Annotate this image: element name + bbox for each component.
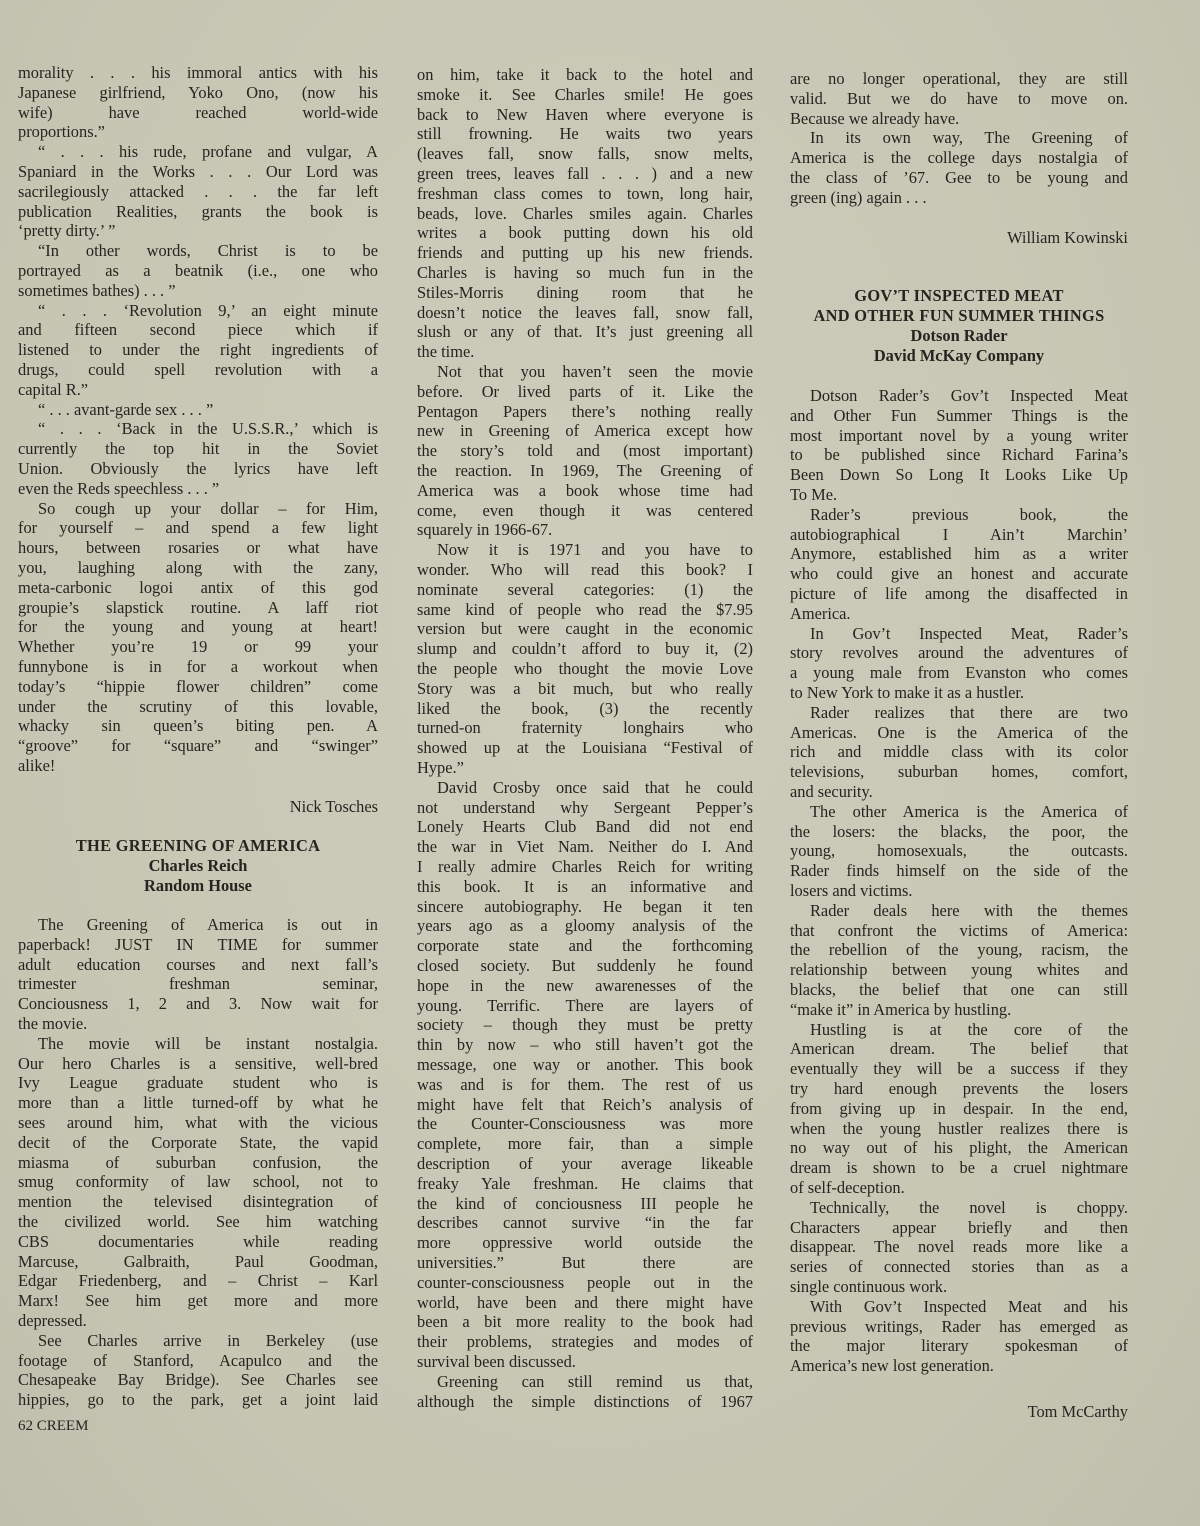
- author-signature: William Kowinski: [1007, 228, 1128, 247]
- text-line: young, homosexuals, the outcasts.: [790, 841, 1128, 861]
- paragraph: [18, 142, 378, 241]
- text-line: I really admire Charles Reich for writing: [417, 856, 753, 876]
- text-line: eventually they will be a success if they: [790, 1059, 1128, 1079]
- text-line: sometimes bathes) . . . ”: [18, 280, 176, 300]
- text-line: series of connected stories than as a: [790, 1257, 1128, 1277]
- text-line: Now it is 1971 and you have to: [437, 540, 753, 560]
- text-line: Not that you haven’t seen the movie: [437, 362, 753, 381]
- text-line: depressed.: [18, 1310, 87, 1330]
- text-line: today’s “hippie flower children” come: [18, 676, 378, 696]
- text-line: more than a little turned-off by what he: [18, 1093, 378, 1113]
- text-line: years ago as a gloomy analysis of the: [417, 916, 753, 936]
- text-line: previous writings, Rader has emerged as: [790, 1316, 1128, 1336]
- paragraph: [18, 301, 378, 400]
- text-line: doesn’t notice the leaves fall, snow fall,: [417, 302, 753, 322]
- text-line: and Other Fun Summer Things is the: [790, 405, 1128, 425]
- text-line: Charles is having so much fun in the: [417, 262, 753, 282]
- author-signature: Nick Tosches: [289, 797, 378, 816]
- text-line: new in Greening of America except how: [417, 421, 753, 441]
- text-line: same kind of people who read the $7.95: [417, 599, 753, 619]
- text-line: trimester freshman seminar,: [18, 974, 378, 994]
- text-line: sees around him, what with the vicious: [18, 1112, 378, 1132]
- text-line: whacky sin queen’s biting pen. A: [18, 716, 378, 736]
- text-line: The other America is the America of: [810, 801, 1128, 821]
- text-line: dream is shown to be a cruel nightmare: [790, 1158, 1128, 1178]
- text-line: and fifteen second piece which if: [18, 320, 378, 340]
- author-signature: Tom McCarthy: [1027, 1402, 1128, 1421]
- text-line: try hard enough prevents the losers: [790, 1078, 1128, 1098]
- book-author: Dotson Rader: [910, 326, 1008, 345]
- text-line: Hype.”: [417, 757, 464, 777]
- book-publisher: David McKay Company: [873, 346, 1045, 365]
- paragraph: [18, 915, 378, 1034]
- text-line: liked the book, (3) the recently: [417, 698, 753, 718]
- paragraph: [18, 63, 378, 142]
- text-line: the kind of conciousness III people he: [417, 1193, 753, 1213]
- text-line: portrayed as a beatnik (i.e., one who: [18, 260, 378, 280]
- paragraph: [417, 778, 753, 1372]
- text-line: are no longer operational, they are still: [790, 69, 1128, 88]
- text-line: counter-consciousness people out in the: [417, 1272, 753, 1292]
- text-line: message, one way or another. This book: [417, 1054, 753, 1074]
- book-publisher: Random House: [144, 876, 252, 895]
- text-line: on him, take it back to the hotel and: [417, 65, 753, 84]
- text-line: The Greening of America is out in: [38, 915, 378, 934]
- text-line: Whether you’re 19 or 99 your: [18, 637, 378, 657]
- paragraph: [417, 540, 753, 778]
- text-line: more oppressive world outside the: [417, 1233, 753, 1253]
- text-line: America.: [790, 603, 851, 623]
- text-line: although the simple distinctions of 1967: [417, 1391, 753, 1411]
- text-line: Japanese girlfriend, Yoko Ono, (now his: [18, 82, 378, 102]
- text-line: the war in Viet Nam. Neither do I. And: [417, 837, 753, 857]
- text-line: publication Realities, grants the book is: [18, 201, 378, 221]
- text-line: capital R.”: [18, 379, 89, 399]
- paragraph: [790, 128, 1128, 207]
- text-line: the Counter-Consciousness was more: [417, 1114, 753, 1134]
- paragraph: [790, 703, 1128, 802]
- text-line: Been Down So Long It Looks Like Up: [790, 465, 1128, 485]
- text-line: society – though they must be pretty: [417, 1015, 753, 1035]
- text-line: meta-carbonic logoi antix of this god: [18, 577, 378, 597]
- text-line: Greening can still remind us that,: [437, 1371, 753, 1391]
- text-line: alike!: [18, 755, 56, 775]
- text-line: beads, love. Charles smiles again. Charles: [417, 203, 753, 223]
- text-line: corporate state and the forthcoming: [417, 936, 753, 956]
- text-line: rich and middle class with its color: [790, 742, 1128, 762]
- text-line: morality . . . his immoral antics with his: [18, 63, 378, 82]
- text-line: hope in the new awarenesses of the: [417, 975, 753, 995]
- text-line: America is the college days nostalgia of: [790, 148, 1128, 168]
- book-author: Charles Reich: [148, 856, 248, 875]
- text-line: sacrilegiously attacked . . . the far left: [18, 181, 378, 201]
- text-line: might have felt that Reich’s analysis of: [417, 1094, 753, 1114]
- text-line: “ . . . avant-garde sex . . . ”: [38, 399, 214, 419]
- text-line: closed society. But suddenly he found: [417, 955, 753, 975]
- text-line: The movie will be instant nostalgia.: [38, 1033, 378, 1053]
- text-line: American dream. The belief that: [790, 1039, 1128, 1059]
- text-line: Because we already have.: [790, 108, 960, 128]
- text-line: Union. Obviously the lyrics have left: [18, 458, 378, 478]
- text-line: picture of life among the disaffected in: [790, 583, 1128, 603]
- text-line: no way out of his plight, the American: [790, 1138, 1128, 1158]
- text-line: who could give an honest and accurate: [790, 564, 1128, 584]
- text-line: for the young and young at heart!: [18, 617, 378, 637]
- text-line: (leaves fall, snow falls, snow melts,: [417, 144, 753, 164]
- text-line: Hustling is at the core of the: [810, 1019, 1128, 1039]
- text-line: description of your average likeable: [417, 1153, 753, 1173]
- text-line: wonder. Who will read this book? I: [417, 559, 753, 579]
- text-line: With Gov’t Inspected Meat and his: [810, 1296, 1128, 1316]
- book-title: THE GREENING OF AMERICA: [75, 836, 321, 855]
- paragraph: [790, 802, 1128, 901]
- text-line: the losers: the blacks, the poor, the: [790, 821, 1128, 841]
- text-line: televisions, suburban homes, comfort,: [790, 762, 1128, 782]
- text-line: decit of the Corporate State, the vapid: [18, 1132, 378, 1152]
- text-line: Americas. One is the America of the: [790, 722, 1128, 742]
- text-line: groupie’s slapstick routine. A laff riot: [18, 597, 378, 617]
- text-line: friends and putting up his new friends.: [417, 243, 753, 263]
- text-line: CBS documentaries while reading: [18, 1231, 378, 1251]
- text-line: when the young hustler realizes there is: [790, 1118, 1128, 1138]
- paragraph: [18, 499, 378, 776]
- text-line: to New York to make it as a hustler.: [790, 682, 1024, 702]
- text-line: sincere autobiography. He began it ten: [417, 896, 753, 916]
- paragraph: [417, 65, 753, 362]
- text-line: universities.” But there are: [417, 1252, 753, 1272]
- text-line: Characters appear briefly and then: [790, 1217, 1128, 1237]
- text-line: America’s new lost generation.: [790, 1356, 994, 1376]
- text-line: Spaniard in the Works . . . Our Lord was: [18, 161, 378, 181]
- text-line: not understand why Sergeant Pepper’s: [417, 797, 753, 817]
- text-line: Ivy League graduate student who is: [18, 1073, 378, 1093]
- text-line: showed up at the Louisiana “Festival of: [417, 738, 753, 758]
- text-line: “ . . . ‘Revolution 9,’ an eight minute: [38, 300, 378, 320]
- text-line: “In other words, Christ is to be: [38, 241, 378, 261]
- text-line: funnybone is in for a workout when: [18, 656, 378, 676]
- text-line: complete, more fair, than a simple: [417, 1134, 753, 1154]
- paragraph: [18, 1331, 378, 1410]
- text-line: See Charles arrive in Berkeley (use: [38, 1330, 378, 1350]
- text-line: for yourself – and spend a few light: [18, 518, 378, 538]
- text-line: the civilized world. See him watching: [18, 1211, 378, 1231]
- review-heading: [18, 836, 378, 896]
- text-line: ‘pretty dirty.’ ”: [18, 221, 116, 241]
- text-line: Our hero Charles is a sensitive, well-bred: [18, 1053, 378, 1073]
- text-line: the story’s told and (most important): [417, 441, 753, 461]
- text-line: hours, between rosaries or what have: [18, 538, 378, 558]
- text-line: Anymore, established him as a writer: [790, 544, 1128, 564]
- text-line: been a bit more reality to the book had: [417, 1312, 753, 1332]
- text-line: “ . . . ‘Back in the U.S.S.R.,’ which is: [38, 419, 378, 439]
- text-line: David Crosby once said that he could: [437, 777, 753, 797]
- text-line: before. Or lived parts of it. Like the: [417, 381, 753, 401]
- text-line: “ . . . his rude, profane and vulgar, A: [38, 142, 378, 162]
- text-line: freaky Yale freshman. He claims that: [417, 1173, 753, 1193]
- text-line: Rader’s previous book, the: [810, 504, 1128, 524]
- text-line: Rader finds himself on the side of the: [790, 861, 1128, 881]
- text-line: In Gov’t Inspected Meat, Rader’s: [810, 623, 1128, 643]
- review-heading: [790, 286, 1128, 366]
- text-line: freshman class comes to town, long hair,: [417, 183, 753, 203]
- paragraph: [18, 241, 378, 300]
- text-line: most important novel by a young writer: [790, 425, 1128, 445]
- text-line: green trees, leaves fall . . . ) and a new: [417, 163, 753, 183]
- paragraph: [18, 419, 378, 498]
- text-line: drugs, could spell revolution with a: [18, 359, 378, 379]
- text-line: green (ing) again . . .: [790, 187, 927, 207]
- text-line: the class of ’67. Gee to be young and: [790, 167, 1128, 187]
- text-line: turned-on fraternity longhairs who: [417, 718, 753, 738]
- paragraph: [18, 1034, 378, 1331]
- paragraph: [417, 362, 753, 540]
- paragraph: [790, 69, 1128, 128]
- text-line: world, have been and there might have: [417, 1292, 753, 1312]
- text-line: In its own way, The Greening of: [810, 128, 1128, 148]
- text-line: to be published since Richard Farina’s: [790, 445, 1128, 465]
- paragraph: [417, 1372, 753, 1412]
- text-line: To Me.: [790, 484, 838, 504]
- text-line: Rader realizes that there are two: [810, 702, 1128, 722]
- paragraph: [790, 1198, 1128, 1297]
- text-line: slush or any of that. It’s just greening all: [417, 322, 753, 342]
- text-line: come, even though it was centered: [417, 500, 753, 520]
- text-line: nominate several categories: (1) the: [417, 579, 753, 599]
- text-line: from giving up in despair. In the end,: [790, 1098, 1128, 1118]
- text-line: currently the top hit in the Soviet: [18, 439, 378, 459]
- text-line: even the Reds speechless . . . ”: [18, 478, 220, 498]
- text-line: back to New Haven where everyone is: [417, 104, 753, 124]
- text-line: autobiographical I Ain’t Marchin’: [790, 524, 1128, 544]
- text-line: the time.: [417, 342, 475, 362]
- text-line: footage of Stanford, Acapulco and the: [18, 1350, 378, 1370]
- text-line: and security.: [790, 781, 873, 801]
- text-line: that confront the victims of America:: [790, 920, 1128, 940]
- text-line: Conciousness 1, 2 and 3. Now wait for: [18, 994, 378, 1014]
- page-footer: 62 CREEM: [18, 1418, 89, 1434]
- text-line: miasma of suburban confusion, the: [18, 1152, 378, 1172]
- text-line: wife) have reached world-wide: [18, 102, 378, 122]
- text-line: “groove” for “square” and “swinger”: [18, 736, 378, 756]
- text-line: single continuous work.: [790, 1276, 948, 1296]
- text-line: smug conformity of law school, not to: [18, 1172, 378, 1192]
- paragraph: [790, 1020, 1128, 1198]
- text-line: adult education courses and next fall’s: [18, 954, 378, 974]
- text-line: still frowning. He waits two years: [417, 124, 753, 144]
- book-title: GOV’T INSPECTED MEAT: [854, 286, 1064, 305]
- text-line: disappear. The novel reads more like a: [790, 1237, 1128, 1257]
- text-line: smoke it. See Charles smile! He goes: [417, 84, 753, 104]
- text-line: “make it” in America by hustling.: [790, 999, 1012, 1019]
- text-line: story revolves around the adventures of: [790, 643, 1128, 663]
- paragraph: [790, 505, 1128, 624]
- text-line: Stiles-Morris dining room that he: [417, 282, 753, 302]
- text-line: America was a book whose time had: [417, 480, 753, 500]
- text-line: hippies, go to the park, get a joint laid: [18, 1390, 378, 1410]
- text-line: their problems, strategies and modes of: [417, 1332, 753, 1352]
- text-line: Marcuse, Galbraith, Paul Goodman,: [18, 1251, 378, 1271]
- text-line: version but were caught in the economic: [417, 619, 753, 639]
- text-line: the rebellion of the young, racism, the: [790, 940, 1128, 960]
- text-line: Rader deals here with the themes: [810, 900, 1128, 920]
- text-line: slump and couldn’t afford to buy it, (2): [417, 639, 753, 659]
- text-line: the reaction. In 1969, The Greening of: [417, 460, 753, 480]
- text-line: the people who thought the movie Love: [417, 658, 753, 678]
- text-line: relationship between young whites and: [790, 960, 1128, 980]
- paragraph: [18, 400, 378, 420]
- text-line: mention the televised disintegration of: [18, 1192, 378, 1212]
- book-title: AND OTHER FUN SUMMER THINGS: [813, 306, 1105, 325]
- text-line: So cough up your dollar – for Him,: [38, 498, 378, 518]
- paragraph: [790, 386, 1128, 505]
- text-line: the major literary spokesman of: [790, 1336, 1128, 1356]
- text-line: you, laughing along with the zany,: [18, 557, 378, 577]
- text-line: of self-deception.: [790, 1177, 905, 1197]
- text-line: this book. It is an informative and: [417, 876, 753, 896]
- text-line: thin by now – who still haven’t got the: [417, 1035, 753, 1055]
- text-line: writes a book putting down his old: [417, 223, 753, 243]
- text-line: squarely in 1966-67.: [417, 520, 553, 540]
- paragraph: [790, 624, 1128, 703]
- paragraph: [790, 1297, 1128, 1376]
- text-line: a young male from Evanston who comes: [790, 663, 1128, 683]
- text-line: young. Terrific. There are layers of: [417, 995, 753, 1015]
- text-line: paperback! JUST IN TIME for summer: [18, 934, 378, 954]
- text-line: Story was a bit much, but who really: [417, 678, 753, 698]
- text-line: survival been discussed.: [417, 1351, 576, 1371]
- text-line: Edgar Friedenberg, and – Christ – Karl: [18, 1271, 378, 1291]
- text-line: Technically, the novel is choppy.: [810, 1197, 1128, 1217]
- text-line: losers and victims.: [790, 880, 913, 900]
- text-line: the movie.: [18, 1013, 88, 1033]
- text-line: valid. But we do have to move on.: [790, 88, 1128, 108]
- text-line: blacks, the belief that one can still: [790, 979, 1128, 999]
- text-line: proportions.”: [18, 122, 105, 142]
- text-line: describes cannot survive “in the far: [417, 1213, 753, 1233]
- text-line: Lonely Hearts Club Band did not end: [417, 817, 753, 837]
- text-line: under the scrutiny of this lovable,: [18, 696, 378, 716]
- text-line: Marx! See him get more and more: [18, 1291, 378, 1311]
- text-line: Pentagon Papers there’s nothing really: [417, 401, 753, 421]
- text-line: listened to under the right ingredients of: [18, 340, 378, 360]
- text-line: Chesapeake Bay Bridge). See Charles see: [18, 1370, 378, 1390]
- text-line: Dotson Rader’s Gov’t Inspected Meat: [810, 386, 1128, 405]
- paragraph: [790, 901, 1128, 1020]
- text-line: was and is for them. The rest of us: [417, 1074, 753, 1094]
